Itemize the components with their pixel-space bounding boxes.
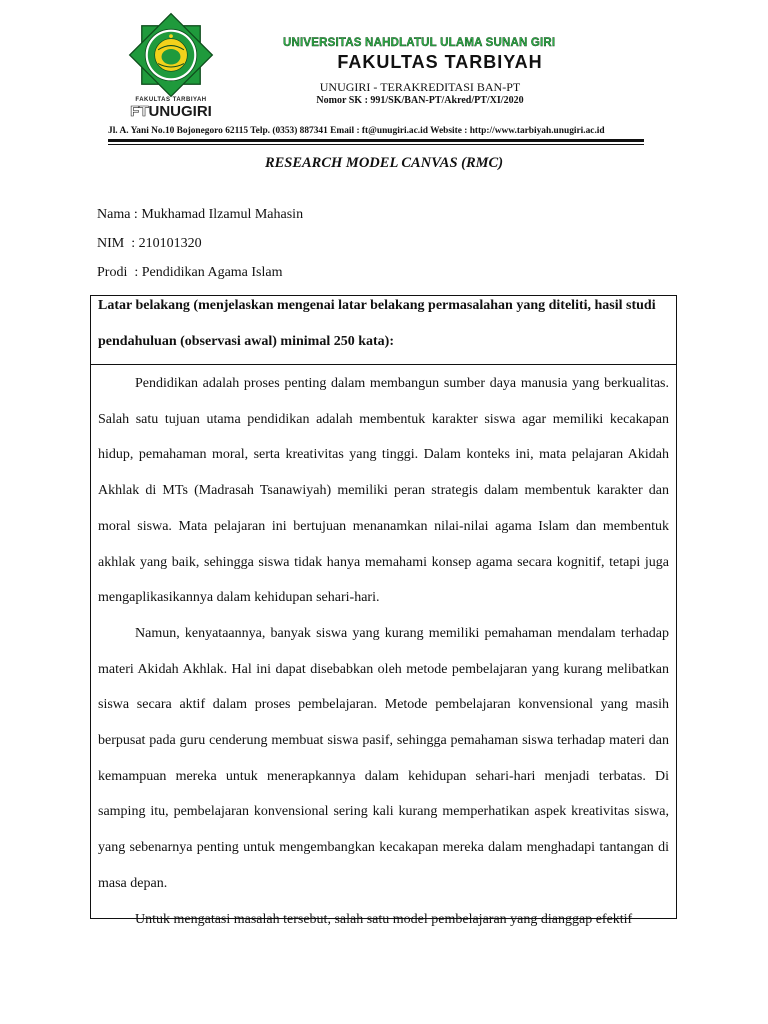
address-line: Jl. A. Yani No.10 Bojonegoro 62115 Telp. (0353) 887341 Email : ft@unugiri.ac.id Website : http://www.tarbiyah.unugiri.ac.id: [108, 126, 605, 136]
student-prodi: Pendidikan Agama Islam: [141, 265, 283, 280]
university-logo: [128, 12, 214, 98]
student-name: Mukhamad Ilzamul Mahasin: [141, 207, 304, 222]
student-nim: 210101320: [138, 236, 202, 251]
paragraph: Namun, kenyataannya, banyak siswa yang kurang memiliki pemahaman mendalam terhadap materi Akidah Akhlak. Hal ini dapat disebabkan oleh metode pembelajaran yang kurang melibatkan siswa secara aktif dalam proses pembelajaran. Metode pembelajaran konvensional yang masih berpusat pada guru cenderung membuat siswa pasif, sehingga pemahaman siswa terhadap materi dan kemampuan mereka untuk menerapkannya dalam kehidupan sehari-hari menjadi terbatas. Di samping itu, pembelajaran konvensional sering kali kurang memperhatikan aspek kreativitas siswa, yang sebenarnya penting untuk mengembangkan kecakapan mereka dalam menghadapi tantangan di masa depan.: [98, 625, 669, 891]
section-heading-text: Latar belakang (menjelaskan mengenai latar belakang permasalahan yang diteliti, hasil studi pendahuluan (observasi awal) minimal 250 kata):: [98, 298, 656, 349]
section-body: [91, 366, 676, 937]
accreditation-text: UNUGIRI - TERAKREDITASI BAN-PT: [319, 80, 521, 94]
header-rule-thick: [108, 139, 644, 142]
logo-brand-prefix: FT: [130, 103, 149, 120]
faculty-name: FAKULTAS TARBIYAH: [337, 52, 543, 72]
logo-brand: [128, 103, 214, 120]
logo-brand-name: UNUGIRI: [148, 103, 212, 120]
student-nim-line: [97, 236, 202, 252]
document-title: RESEARCH MODEL CANVAS (RMC): [264, 155, 504, 171]
student-name-line: [97, 207, 303, 223]
nim-label: NIM :: [97, 236, 139, 251]
prodi-label: Prodi :: [97, 265, 142, 280]
background-section-box: [90, 295, 677, 927]
paragraph: Pendidikan adalah proses penting dalam membangun sumber daya manusia yang berkualitas. Salah satu tujuan utama pendidikan adalah membentuk karakter siswa agar memiliki kecakapan hidup, pemahaman moral, serta kreativitas yang tinggi. Dalam konteks ini, mata pelajaran Akidah Akhlak di MTs (Madrasah Tsanawiyah) memiliki peran strategis dalam membentuk karakter dan moral siswa. Mata pelajaran ini bertujuan menanamkan nilai-nilai agama Islam dan membentuk akhlak yang baik, sehingga siswa tidak hanya memahami konsep agama secara kognitif, tetapi juga mengaplikasikannya dalam kehidupan sehari-hari.: [98, 376, 669, 606]
header-rule-thin: [108, 144, 644, 145]
university-name: UNIVERSITAS NAHDLATUL ULAMA SUNAN GIRI: [283, 37, 556, 49]
section-heading: [91, 296, 676, 365]
logo-caption-small: FAKULTAS TARBIYAH: [135, 97, 207, 103]
paragraph: Untuk mengatasi masalah tersebut, salah satu model pembelajaran yang dianggap efektif: [135, 911, 633, 927]
student-prodi-line: [97, 265, 283, 281]
decree-number: Nomor SK : 991/SK/BAN-PT/Akred/PT/XI/2020: [316, 95, 524, 106]
letterhead: [0, 0, 768, 150]
name-label: Nama :: [97, 207, 142, 222]
